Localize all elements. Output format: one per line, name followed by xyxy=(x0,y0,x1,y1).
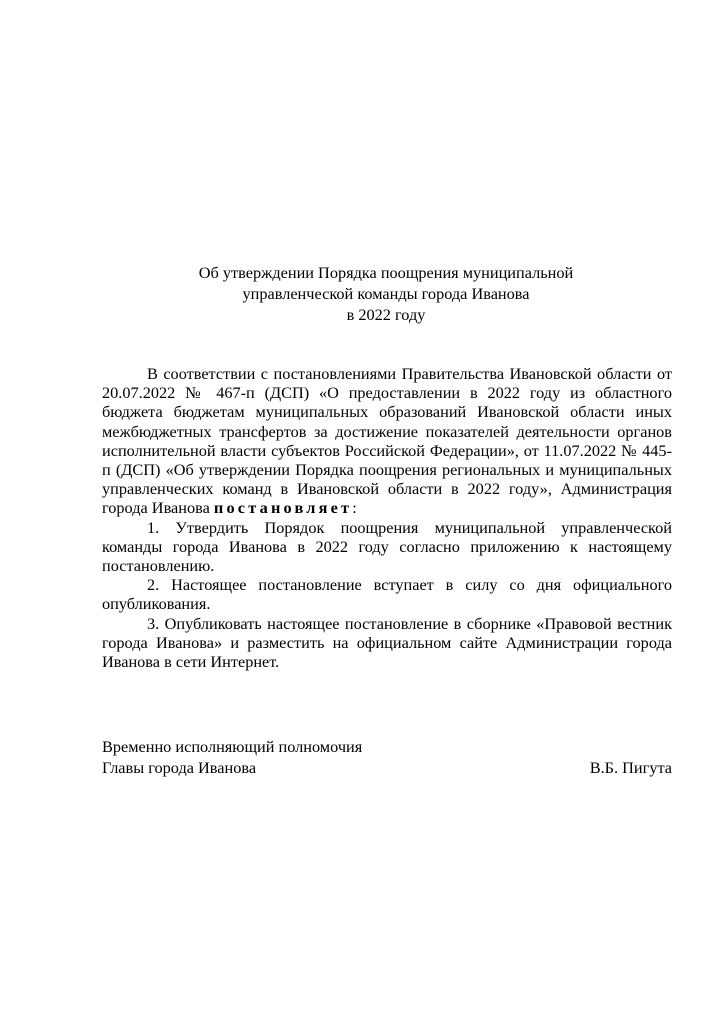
item-paragraph-3: 3. Опубликовать настоящее постановление в сборнике «Правовой вестник города Иванова» и разместить на официальном сайте Администрации города Иванова в сети Интернет. xyxy=(102,613,672,672)
signatory-position-line-2: Главы города Иванова xyxy=(102,758,257,777)
title-line-1: Об утверждении Порядка поощрения муниципальной xyxy=(198,263,574,282)
signatory-position-line-1: Временно исполняющий полномочия xyxy=(102,737,363,756)
item-paragraph-2: 2. Настоящее постановление вступает в силу со дня официального опубликования. xyxy=(102,575,672,614)
resolution-keyword: постановляет xyxy=(213,498,353,518)
document-title xyxy=(100,262,672,325)
signature-row-1 xyxy=(102,736,672,757)
signature-row-2 xyxy=(102,757,672,778)
signature-block xyxy=(102,736,672,778)
title-line-2: управленческой команды города Иванова xyxy=(242,284,530,303)
signatory-name: В.Б. Пигута xyxy=(589,758,672,777)
document-body xyxy=(102,364,672,671)
preamble-colon: : xyxy=(352,498,357,518)
title-line-3: в 2022 году xyxy=(346,305,426,324)
preamble-text: В соответствии с постановлениями Правительства Ивановской области от 20.07.2022 № 467-п (ДСП) «О предоставлении в 2022 году из областного бюджета бюджетам муниципальных образований Ивановской области иных межбюджетных трансфертов за достижение показателей деятельности органов исполнительной власти субъектов Российской Федерации», от 11.07.2022 № 445-п (ДСП) «Об утверждении Порядка поощрения региональных и муниципальных управленческих команд в Ивановской области в 2022 году», Администрация города Иванова xyxy=(102,364,672,518)
item-paragraph-1: 1. Утвердить Порядок поощрения муниципальной управленческой команды города Иванова в 2022 году согласно приложению к настоящему постановлению. xyxy=(102,517,672,576)
preamble-paragraph xyxy=(102,364,672,518)
